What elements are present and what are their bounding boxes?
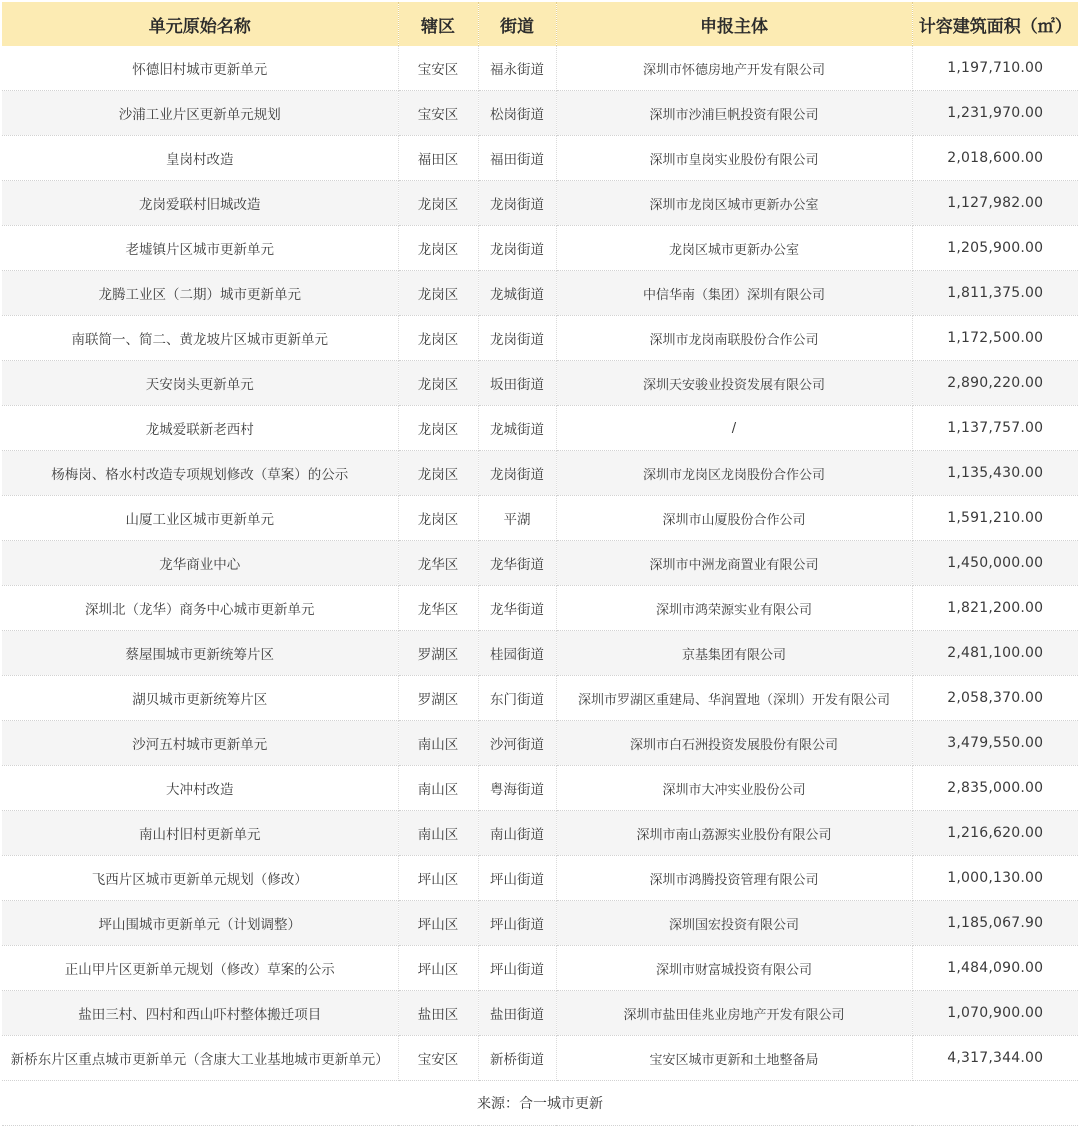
cell-applicant: 深圳市鸿腾投资管理有限公司	[556, 856, 912, 901]
cell-floor-area: 3,479,550.00	[912, 721, 1078, 766]
table-header	[2, 2, 1078, 46]
cell-floor-area: 1,197,710.00	[912, 46, 1078, 91]
cell-street: 福田街道	[478, 136, 556, 181]
cell-street: 坂田街道	[478, 361, 556, 406]
cell-street: 龙华街道	[478, 541, 556, 586]
table-row	[2, 631, 1078, 676]
cell-district: 龙岗区	[398, 271, 478, 316]
cell-applicant: 深圳国宏投资有限公司	[556, 901, 912, 946]
cell-floor-area: 1,821,200.00	[912, 586, 1078, 631]
cell-floor-area: 1,070,900.00	[912, 991, 1078, 1036]
cell-street: 龙城街道	[478, 271, 556, 316]
urban-renewal-table	[2, 2, 1078, 1126]
table-row	[2, 136, 1078, 181]
table-row	[2, 766, 1078, 811]
cell-district: 龙岗区	[398, 316, 478, 361]
cell-unit-name: 沙浦工业片区更新单元规划	[2, 91, 398, 136]
cell-district: 宝安区	[398, 1036, 478, 1081]
cell-applicant: 深圳市大冲实业股份公司	[556, 766, 912, 811]
cell-floor-area: 1,127,982.00	[912, 181, 1078, 226]
cell-district: 龙岗区	[398, 361, 478, 406]
table-row	[2, 46, 1078, 91]
cell-street: 粤海街道	[478, 766, 556, 811]
cell-applicant: 深圳市中洲龙商置业有限公司	[556, 541, 912, 586]
cell-district: 南山区	[398, 721, 478, 766]
cell-street: 龙岗街道	[478, 451, 556, 496]
cell-floor-area: 1,205,900.00	[912, 226, 1078, 271]
table-row	[2, 451, 1078, 496]
table-row	[2, 361, 1078, 406]
cell-district: 福田区	[398, 136, 478, 181]
cell-street: 坪山街道	[478, 856, 556, 901]
header-unit-name: 单元原始名称	[2, 2, 398, 46]
table-row	[2, 91, 1078, 136]
table-row	[2, 811, 1078, 856]
cell-unit-name: 湖贝城市更新统筹片区	[2, 676, 398, 721]
table-row	[2, 946, 1078, 991]
cell-street: 龙岗街道	[478, 316, 556, 361]
cell-applicant: 深圳市南山荔源实业股份有限公司	[556, 811, 912, 856]
cell-district: 龙岗区	[398, 451, 478, 496]
cell-unit-name: 南山村旧村更新单元	[2, 811, 398, 856]
cell-unit-name: 龙岗爱联村旧城改造	[2, 181, 398, 226]
cell-floor-area: 1,591,210.00	[912, 496, 1078, 541]
cell-floor-area: 1,450,000.00	[912, 541, 1078, 586]
cell-district: 宝安区	[398, 46, 478, 91]
cell-floor-area: 1,172,500.00	[912, 316, 1078, 361]
cell-street: 龙华街道	[478, 586, 556, 631]
table-row	[2, 271, 1078, 316]
table-row	[2, 181, 1078, 226]
table-row	[2, 316, 1078, 361]
cell-district: 坪山区	[398, 901, 478, 946]
cell-floor-area: 2,481,100.00	[912, 631, 1078, 676]
cell-applicant: 深圳市盐田佳兆业房地产开发有限公司	[556, 991, 912, 1036]
cell-applicant: 宝安区城市更新和土地整备局	[556, 1036, 912, 1081]
cell-applicant: 深圳市沙浦巨帆投资有限公司	[556, 91, 912, 136]
cell-floor-area: 1,811,375.00	[912, 271, 1078, 316]
header-street: 街道	[478, 2, 556, 46]
cell-district: 坪山区	[398, 946, 478, 991]
cell-applicant: 深圳市财富城投资有限公司	[556, 946, 912, 991]
cell-district: 盐田区	[398, 991, 478, 1036]
cell-district: 坪山区	[398, 856, 478, 901]
cell-district: 罗湖区	[398, 676, 478, 721]
cell-street: 龙城街道	[478, 406, 556, 451]
cell-unit-name: 正山甲片区更新单元规划（修改）草案的公示	[2, 946, 398, 991]
cell-district: 龙华区	[398, 586, 478, 631]
cell-street: 沙河街道	[478, 721, 556, 766]
cell-district: 南山区	[398, 766, 478, 811]
cell-applicant: 龙岗区城市更新办公室	[556, 226, 912, 271]
cell-street: 松岗街道	[478, 91, 556, 136]
cell-applicant: 深圳天安骏业投资发展有限公司	[556, 361, 912, 406]
cell-district: 龙岗区	[398, 406, 478, 451]
cell-district: 龙岗区	[398, 496, 478, 541]
table-row	[2, 991, 1078, 1036]
header-applicant: 申报主体	[556, 2, 912, 46]
cell-street: 新桥街道	[478, 1036, 556, 1081]
cell-street: 桂园街道	[478, 631, 556, 676]
cell-district: 龙岗区	[398, 226, 478, 271]
cell-unit-name: 大冲村改造	[2, 766, 398, 811]
cell-floor-area: 1,484,090.00	[912, 946, 1078, 991]
cell-unit-name: 山厦工业区城市更新单元	[2, 496, 398, 541]
cell-unit-name: 蔡屋围城市更新统筹片区	[2, 631, 398, 676]
cell-unit-name: 龙华商业中心	[2, 541, 398, 586]
cell-applicant: 深圳市鸿荣源实业有限公司	[556, 586, 912, 631]
cell-district: 南山区	[398, 811, 478, 856]
cell-applicant: 深圳市怀德房地产开发有限公司	[556, 46, 912, 91]
table-row	[2, 226, 1078, 271]
cell-unit-name: 坪山围城市更新单元（计划调整）	[2, 901, 398, 946]
cell-street: 东门街道	[478, 676, 556, 721]
cell-unit-name: 新桥东片区重点城市更新单元（含康大工业基地城市更新单元）	[2, 1036, 398, 1081]
cell-street: 福永街道	[478, 46, 556, 91]
table-row	[2, 541, 1078, 586]
cell-floor-area: 1,135,430.00	[912, 451, 1078, 496]
cell-floor-area: 2,835,000.00	[912, 766, 1078, 811]
cell-floor-area: 1,216,620.00	[912, 811, 1078, 856]
cell-applicant: /	[556, 406, 912, 451]
cell-district: 罗湖区	[398, 631, 478, 676]
table-row	[2, 856, 1078, 901]
table-row	[2, 586, 1078, 631]
cell-unit-name: 飞西片区城市更新单元规划（修改）	[2, 856, 398, 901]
table-row	[2, 496, 1078, 541]
cell-floor-area: 1,000,130.00	[912, 856, 1078, 901]
cell-street: 坪山街道	[478, 946, 556, 991]
source-row	[2, 1081, 1078, 1126]
cell-street: 盐田街道	[478, 991, 556, 1036]
source-note: 来源：合一城市更新	[2, 1081, 1078, 1126]
cell-applicant: 京基集团有限公司	[556, 631, 912, 676]
cell-applicant: 深圳市龙岗南联股份合作公司	[556, 316, 912, 361]
cell-applicant: 深圳市罗湖区重建局、华润置地（深圳）开发有限公司	[556, 676, 912, 721]
cell-floor-area: 2,890,220.00	[912, 361, 1078, 406]
cell-district: 龙华区	[398, 541, 478, 586]
cell-applicant: 深圳市山厦股份合作公司	[556, 496, 912, 541]
cell-unit-name: 龙腾工业区（二期）城市更新单元	[2, 271, 398, 316]
cell-district: 龙岗区	[398, 181, 478, 226]
header-row	[2, 2, 1078, 46]
cell-street: 坪山街道	[478, 901, 556, 946]
cell-floor-area: 2,018,600.00	[912, 136, 1078, 181]
cell-applicant: 深圳市龙岗区城市更新办公室	[556, 181, 912, 226]
cell-unit-name: 老墟镇片区城市更新单元	[2, 226, 398, 271]
cell-floor-area: 1,185,067.90	[912, 901, 1078, 946]
cell-unit-name: 沙河五村城市更新单元	[2, 721, 398, 766]
cell-floor-area: 4,317,344.00	[912, 1036, 1078, 1081]
cell-unit-name: 南联简一、简二、黄龙坡片区城市更新单元	[2, 316, 398, 361]
cell-unit-name: 天安岗头更新单元	[2, 361, 398, 406]
cell-applicant: 深圳市皇岗实业股份有限公司	[556, 136, 912, 181]
table-row	[2, 901, 1078, 946]
cell-floor-area: 1,137,757.00	[912, 406, 1078, 451]
cell-street: 南山街道	[478, 811, 556, 856]
table-row	[2, 406, 1078, 451]
table-body	[2, 46, 1078, 1126]
cell-unit-name: 怀德旧村城市更新单元	[2, 46, 398, 91]
header-floor-area: 计容建筑面积（㎡）	[912, 2, 1078, 46]
table-row	[2, 676, 1078, 721]
cell-unit-name: 深圳北（龙华）商务中心城市更新单元	[2, 586, 398, 631]
cell-unit-name: 皇岗村改造	[2, 136, 398, 181]
cell-unit-name: 龙城爱联新老西村	[2, 406, 398, 451]
cell-unit-name: 杨梅岗、格水村改造专项规划修改（草案）的公示	[2, 451, 398, 496]
table-row	[2, 721, 1078, 766]
cell-applicant: 深圳市龙岗区龙岗股份合作公司	[556, 451, 912, 496]
cell-street: 平湖	[478, 496, 556, 541]
header-district: 辖区	[398, 2, 478, 46]
cell-street: 龙岗街道	[478, 181, 556, 226]
cell-applicant: 中信华南（集团）深圳有限公司	[556, 271, 912, 316]
cell-district: 宝安区	[398, 91, 478, 136]
table-row	[2, 1036, 1078, 1081]
cell-floor-area: 1,231,970.00	[912, 91, 1078, 136]
cell-applicant: 深圳市白石洲投资发展股份有限公司	[556, 721, 912, 766]
cell-street: 龙岗街道	[478, 226, 556, 271]
cell-unit-name: 盐田三村、四村和西山吓村整体搬迁项目	[2, 991, 398, 1036]
cell-floor-area: 2,058,370.00	[912, 676, 1078, 721]
